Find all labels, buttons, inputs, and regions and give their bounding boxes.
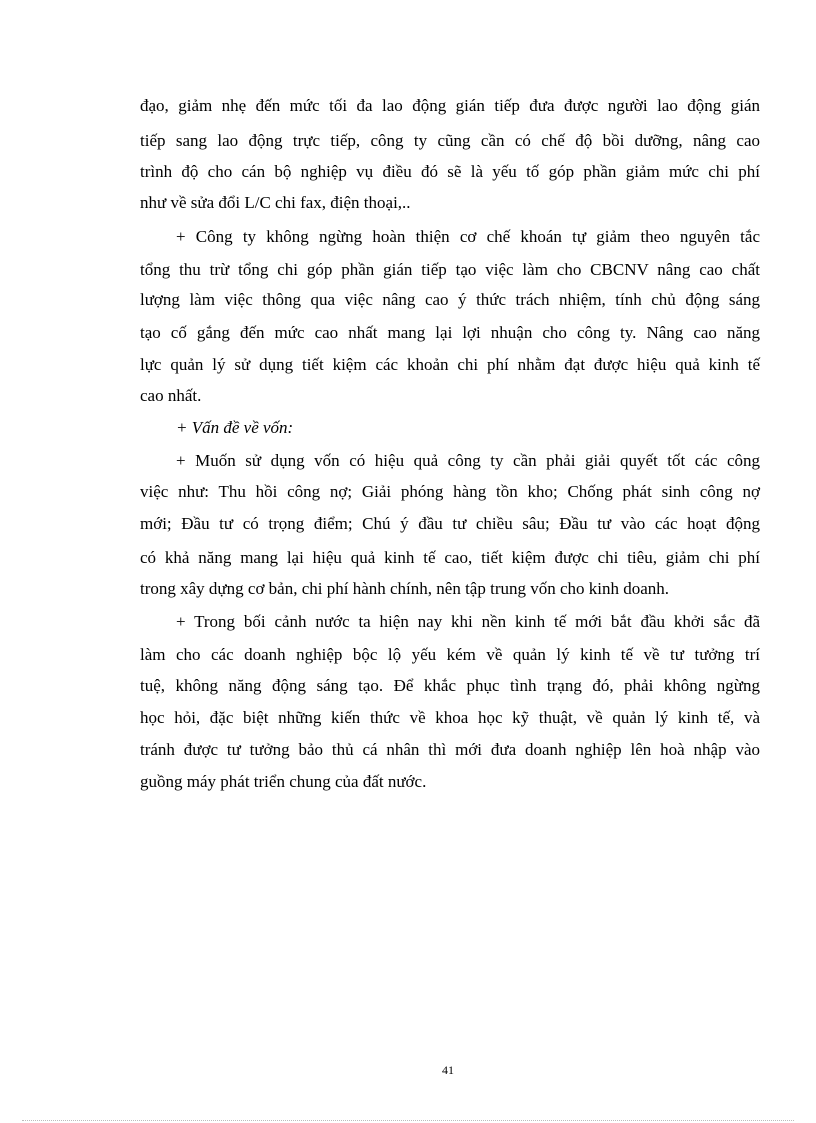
- text-line: tránh được tư tưởng bảo thủ cá nhân thì mới đưa doanh nghiệp lên hoà nhập vào: [140, 740, 760, 759]
- text-line: có khả năng mang lại hiệu quả kinh tế cao, tiết kiệm được chi tiêu, giảm chi phí: [140, 548, 760, 567]
- text-line: như về sửa đổi L/C chi fax, điện thoại,..: [140, 193, 411, 212]
- section-heading: + Vấn đề về vốn:: [176, 418, 294, 437]
- text-line: tuệ, không năng động sáng tạo. Để khắc phục tình trạng đó, phải không ngừng: [140, 676, 760, 695]
- page-bottom-divider: [22, 1120, 794, 1121]
- text-line: + Công ty không ngừng hoàn thiện cơ chế khoán tự giảm theo nguyên tắc: [176, 227, 760, 246]
- text-line: + Trong bối cảnh nước ta hiện nay khi nền kinh tế mới bắt đầu khởi sắc đã: [176, 612, 760, 631]
- text-line: trong xây dựng cơ bản, chi phí hành chính, nên tập trung vốn cho kinh doanh.: [140, 579, 670, 598]
- text-line: lượng làm việc thông qua việc nâng cao ý thức trách nhiệm, tính chủ động sáng: [140, 290, 760, 309]
- text-line: guồng máy phát triển chung của đất nước.: [140, 772, 427, 791]
- text-line: tổng thu trừ tổng chi góp phần gián tiếp tạo việc làm cho CBCNV nâng cao chất: [140, 260, 760, 279]
- text-line: việc như: Thu hồi công nợ; Giải phóng hàng tồn kho; Chống phát sinh công nợ: [140, 482, 760, 501]
- text-line: cao nhất.: [140, 386, 202, 405]
- text-line: trình độ cho cán bộ nghiệp vụ điều đó sẽ là yếu tố góp phần giảm mức chi phí: [140, 162, 760, 181]
- text-line: tiếp sang lao động trực tiếp, công ty cũng cần có chế độ bồi dưỡng, nâng cao: [140, 131, 760, 150]
- text-line: tạo cố gắng đến mức cao nhất mang lại lợi nhuận cho công ty. Nâng cao năng: [140, 323, 760, 342]
- text-line: + Muốn sử dụng vốn có hiệu quả công ty cần phải giải quyết tốt các công: [176, 451, 760, 470]
- text-line: mới; Đầu tư có trọng điểm; Chú ý đầu tư chiều sâu; Đầu tư vào các hoạt động: [140, 514, 760, 533]
- text-line: đạo, giảm nhẹ đến mức tối đa lao động gián tiếp đưa được người lao động gián: [140, 96, 760, 115]
- text-line: lực quản lý sử dụng tiết kiệm các khoản chi phí nhằm đạt được hiệu quả kinh tế: [140, 355, 760, 374]
- text-line: học hỏi, đặc biệt những kiến thức về khoa học kỹ thuật, về quản lý kinh tế, và: [140, 708, 760, 727]
- text-line: làm cho các doanh nghiệp bộc lộ yếu kém về quản lý kinh tế về tư tưởng trí: [140, 645, 760, 664]
- page-number: 41: [442, 1063, 454, 1077]
